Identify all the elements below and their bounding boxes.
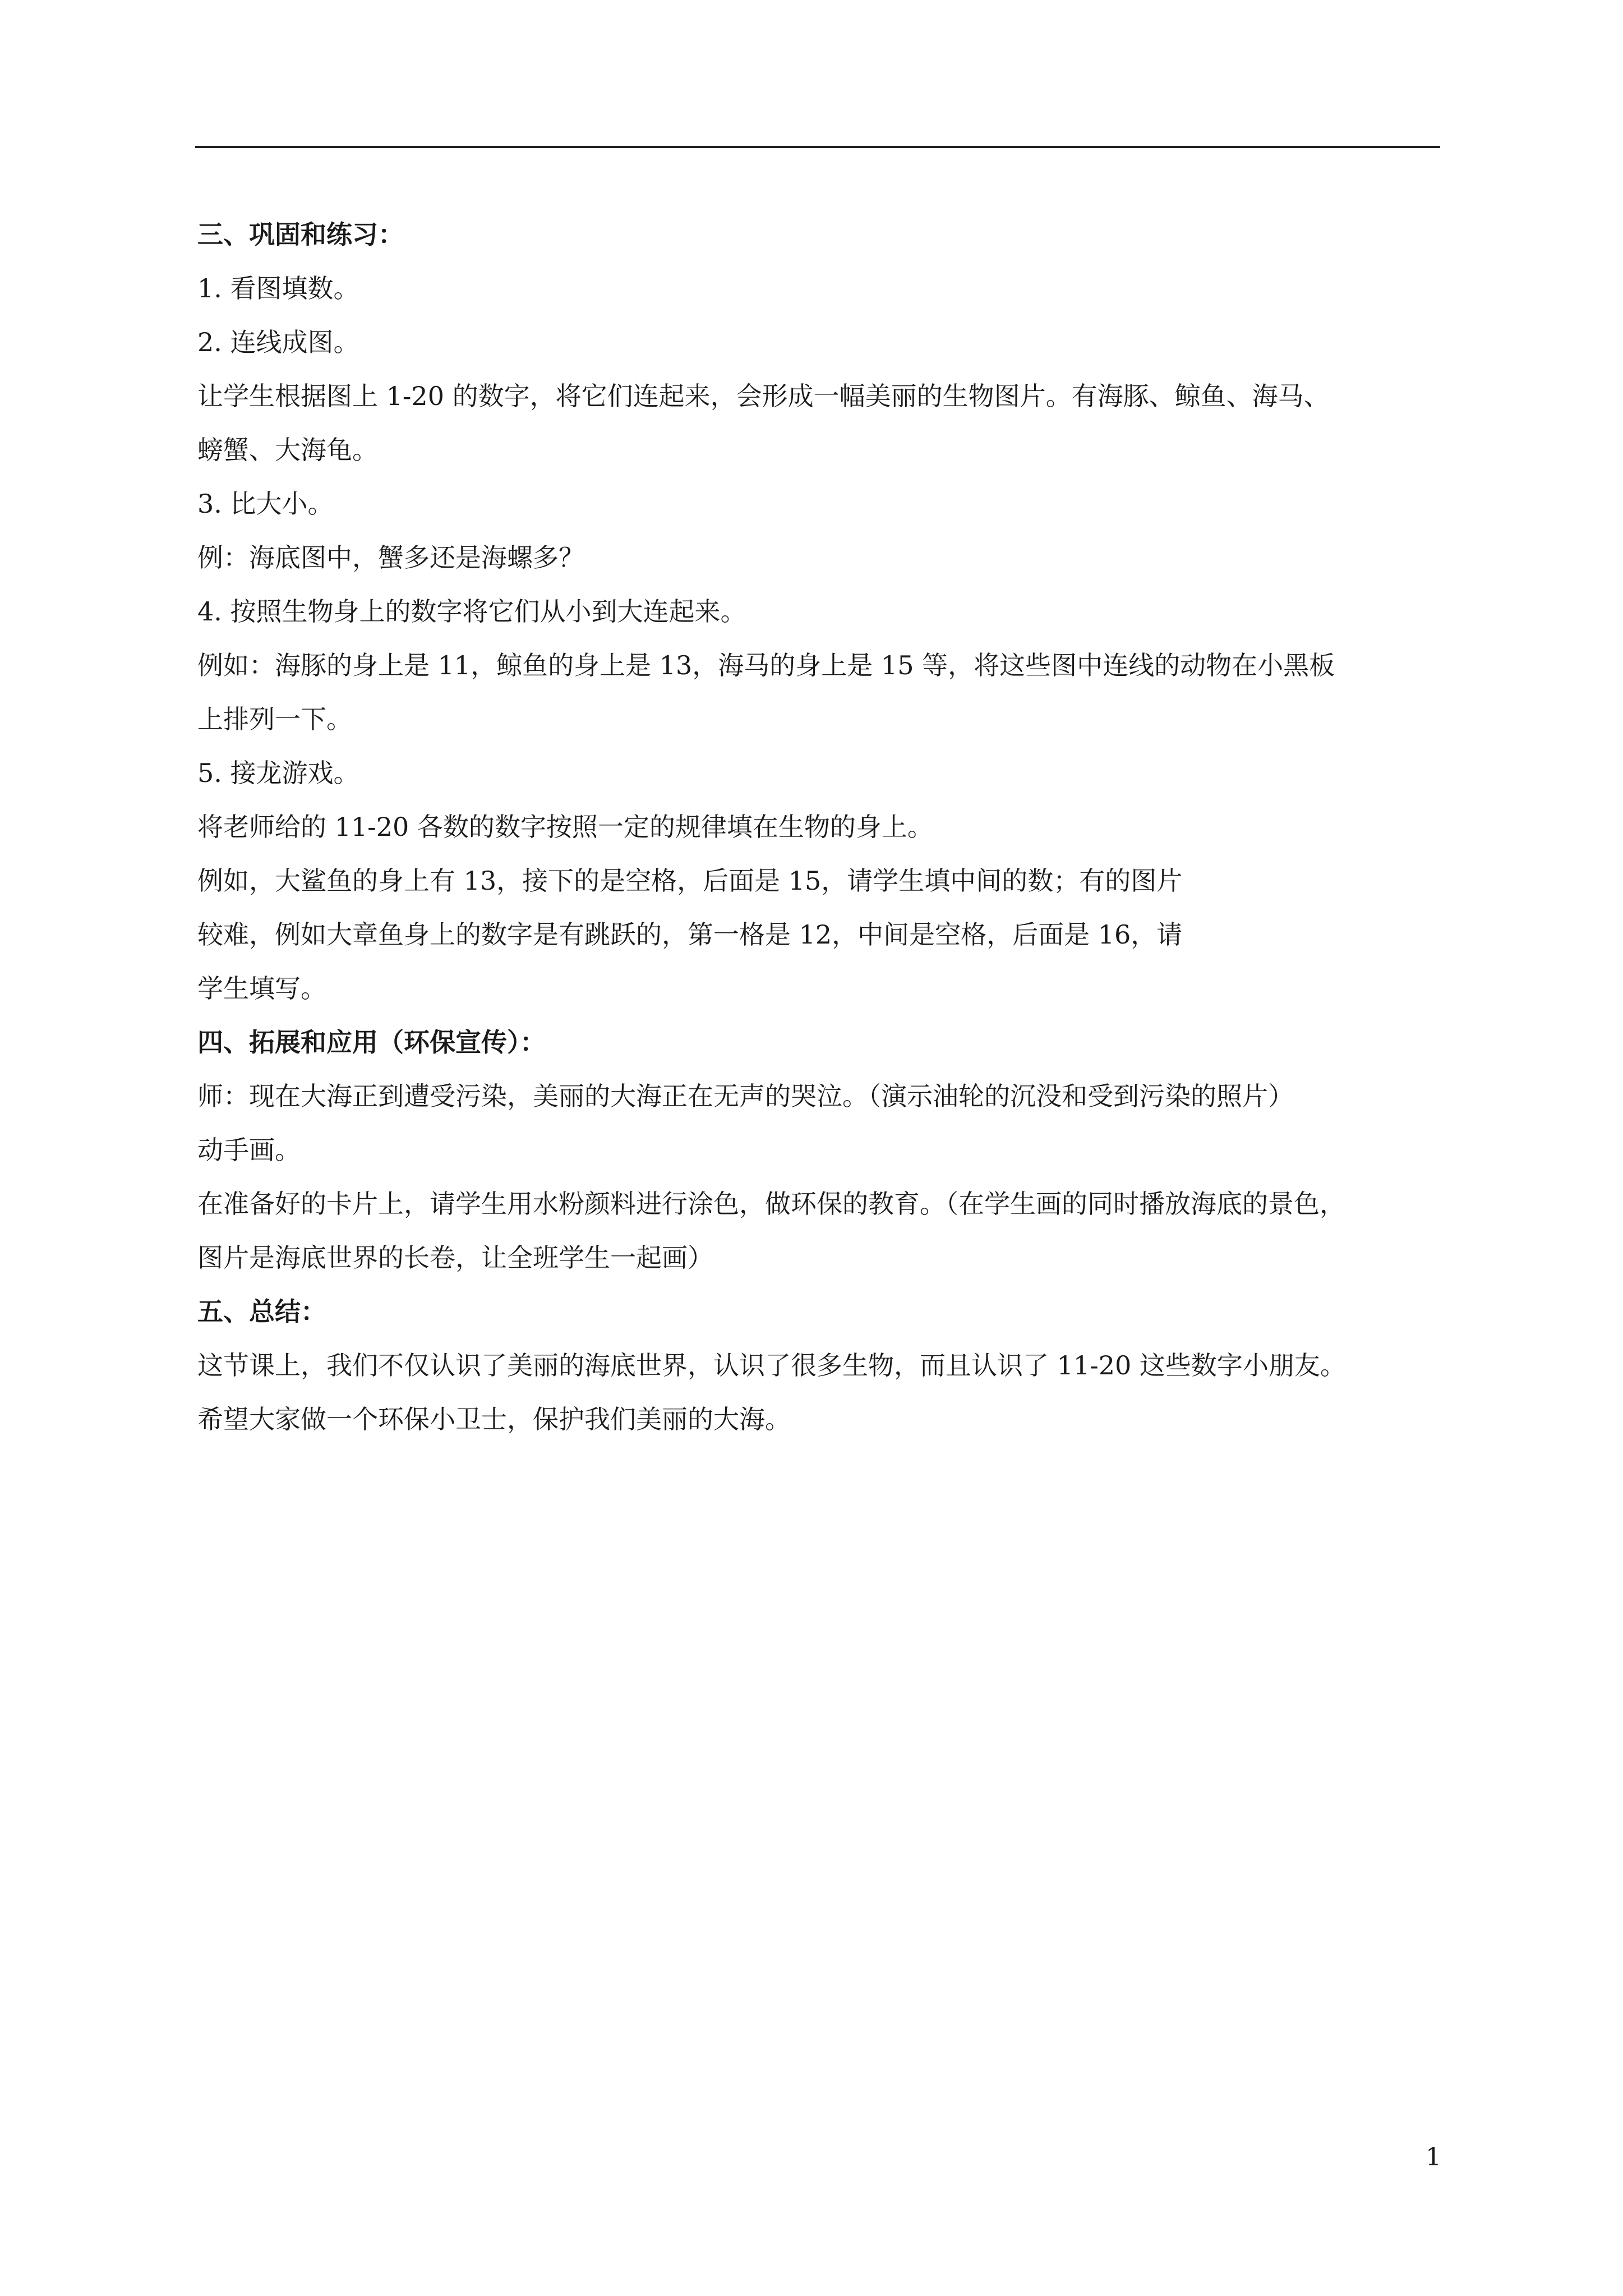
text-line: 希望大家做一个环保小卫士，保护我们美丽的大海。 — [197, 1404, 791, 1434]
text-line: 螃蟹、大海龟。 — [197, 435, 378, 465]
text-line: 4. 按照生物身上的数字将它们从小到大连起来。 — [197, 596, 746, 627]
text-line: 图片是海底世界的长卷，让全班学生一起画） — [197, 1243, 713, 1273]
text-line: 1. 看图填数。 — [197, 273, 359, 303]
text-line: 动手画。 — [197, 1135, 301, 1165]
section-heading: 五、总结： — [197, 1296, 326, 1327]
page-number: 1 — [1426, 2143, 1441, 2171]
section-heading: 三、巩固和练习： — [197, 219, 404, 250]
text-line: 师：现在大海正到遭受污染，美丽的大海正在无声的哭泣。（演示油轮的沉没和受到污染的照片） — [197, 1081, 1294, 1111]
text-line: 3. 比大小。 — [197, 489, 334, 519]
text-line: 这节课上，我们不仅认识了美丽的海底世界，认识了很多生物，而且认识了 11-20 这些数字小朋友。 — [197, 1350, 1346, 1381]
header-rule — [195, 146, 1440, 148]
text-line: 5. 接龙游戏。 — [197, 758, 359, 788]
text-line: 在准备好的卡片上，请学生用水粉颜料进行涂色，做环保的教育。（在学生画的同时播放海底的景色， — [197, 1189, 1345, 1219]
text-line: 让学生根据图上 1-20 的数字，将它们连起来，会形成一幅美丽的生物图片。有海豚、鲸鱼、海马、 — [197, 381, 1330, 411]
text-line: 2. 连线成图。 — [197, 327, 359, 357]
text-line: 例：海底图中，蟹多还是海螺多？ — [197, 542, 584, 573]
text-line: 例如：海豚的身上是 11，鲸鱼的身上是 13，海马的身上是 15 等，将这些图中连线的动物在小黑板 — [197, 650, 1335, 680]
section-heading: 四、拓展和应用（环保宣传）： — [197, 1027, 546, 1057]
text-line: 例如，大鲨鱼的身上有 13，接下的是空格，后面是 15，请学生填中间的数；有的图片 — [197, 866, 1183, 896]
text-line: 学生填写。 — [197, 973, 326, 1004]
text-line: 将老师给的 11-20 各数的数字按照一定的规律填在生物的身上。 — [197, 812, 933, 842]
text-line: 较难，例如大章鱼身上的数字是有跳跃的，第一格是 12，中间是空格，后面是 16，请 — [197, 919, 1183, 950]
text-line: 上排列一下。 — [197, 704, 352, 734]
document-body — [197, 208, 1440, 1446]
